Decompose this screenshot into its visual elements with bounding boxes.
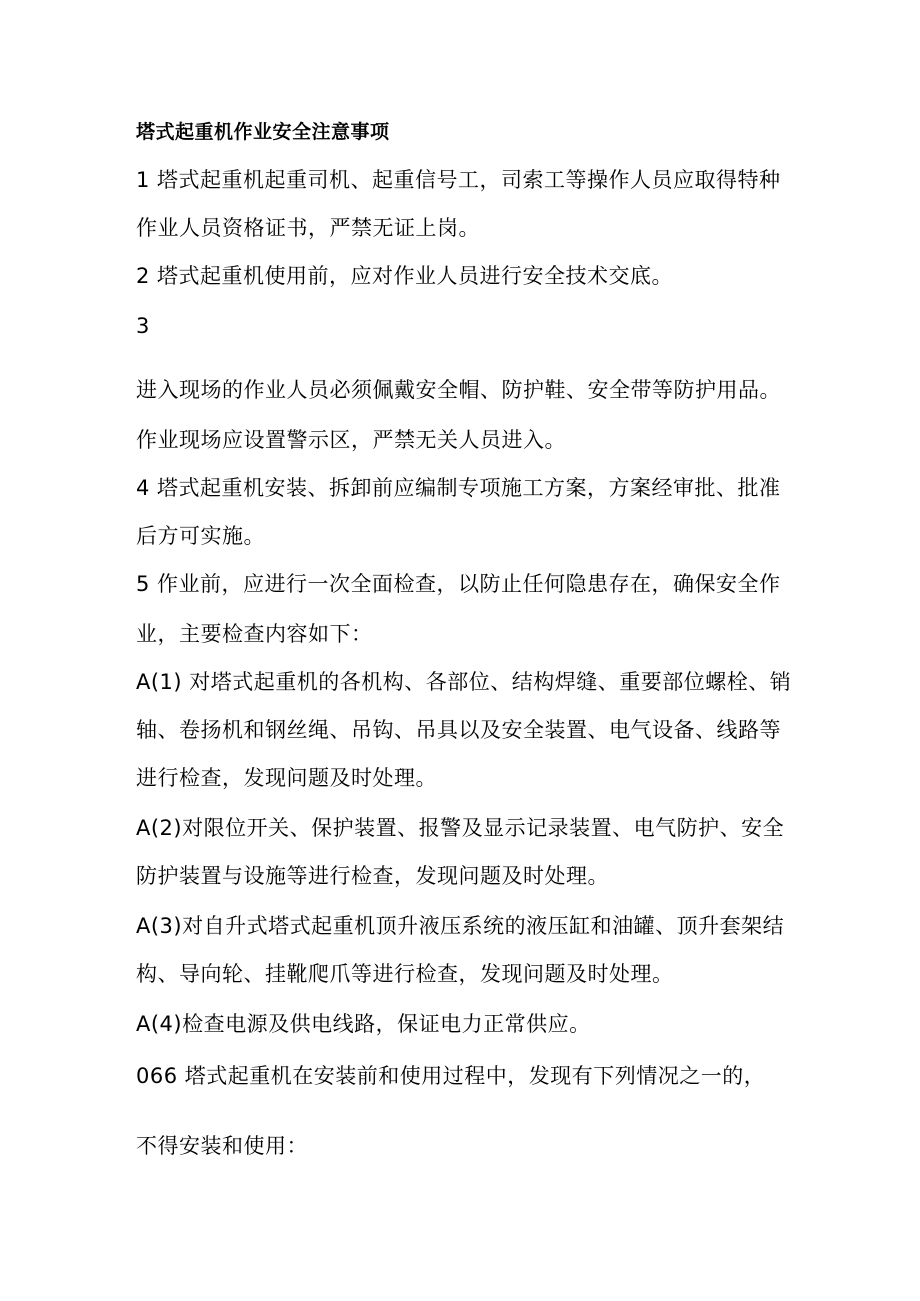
paragraph-line: A(4)检查电源及供电线路，保证电力正常供应。 xyxy=(136,1012,591,1036)
paragraph-line: 2 塔式起重机使用前，应对作业人员进行安全技术交底。 xyxy=(136,264,674,288)
paragraph-line: 不得安装和使用： xyxy=(136,1134,308,1158)
paragraph-line: 5 作业前，应进行一次全面检查，以防止任何隐患存在，确保安全作 xyxy=(136,572,781,596)
paragraph-line: 后方可实施。 xyxy=(136,524,265,548)
paragraph-line: 4 塔式起重机安装、拆卸前应编制专项施工方案，方案经审批、批准 xyxy=(136,476,781,500)
paragraph-line: 构、导向轮、挂靴爬爪等进行检查，发现问题及时处理。 xyxy=(136,962,674,986)
paragraph-line: A(1) 对塔式起重机的各机构、各部位、结构焊缝、重要部位螺栓、销 xyxy=(136,670,792,694)
paragraph-line: A(3)对自升式塔式起重机顶升液压系统的液压缸和油罐、顶升套架结 xyxy=(136,914,785,938)
paragraph-line: 3 xyxy=(136,314,150,338)
paragraph-line: 进入现场的作业人员必须佩戴安全帽、防护鞋、安全带等防护用品。 xyxy=(136,378,781,402)
paragraph-line: 进行检查，发现问题及时处理。 xyxy=(136,766,437,790)
paragraph-line: 1 塔式起重机起重司机、起重信号工，司索工等操作人员应取得特种 xyxy=(136,168,781,192)
paragraph-line: A(2)对限位开关、保护装置、报警及显示记录装置、电气防护、安全 xyxy=(136,816,785,840)
paragraph-line: 066 塔式起重机在安装前和使用过程中，发现有下列情况之一的， xyxy=(136,1064,766,1088)
paragraph-line: 作业现场应设置警示区，严禁无关人员进入。 xyxy=(136,428,566,452)
paragraph-line: 轴、卷扬机和钢丝绳、吊钩、吊具以及安全装置、电气设备、线路等 xyxy=(136,718,781,742)
paragraph-line: 业，主要检查内容如下： xyxy=(136,622,373,646)
paragraph-line: 作业人员资格证书，严禁无证上岗。 xyxy=(136,216,480,240)
document-title: 塔式起重机作业安全注意事项 xyxy=(136,121,390,143)
paragraph-line: 防护装置与设施等进行检查，发现问题及时处理。 xyxy=(136,864,609,888)
